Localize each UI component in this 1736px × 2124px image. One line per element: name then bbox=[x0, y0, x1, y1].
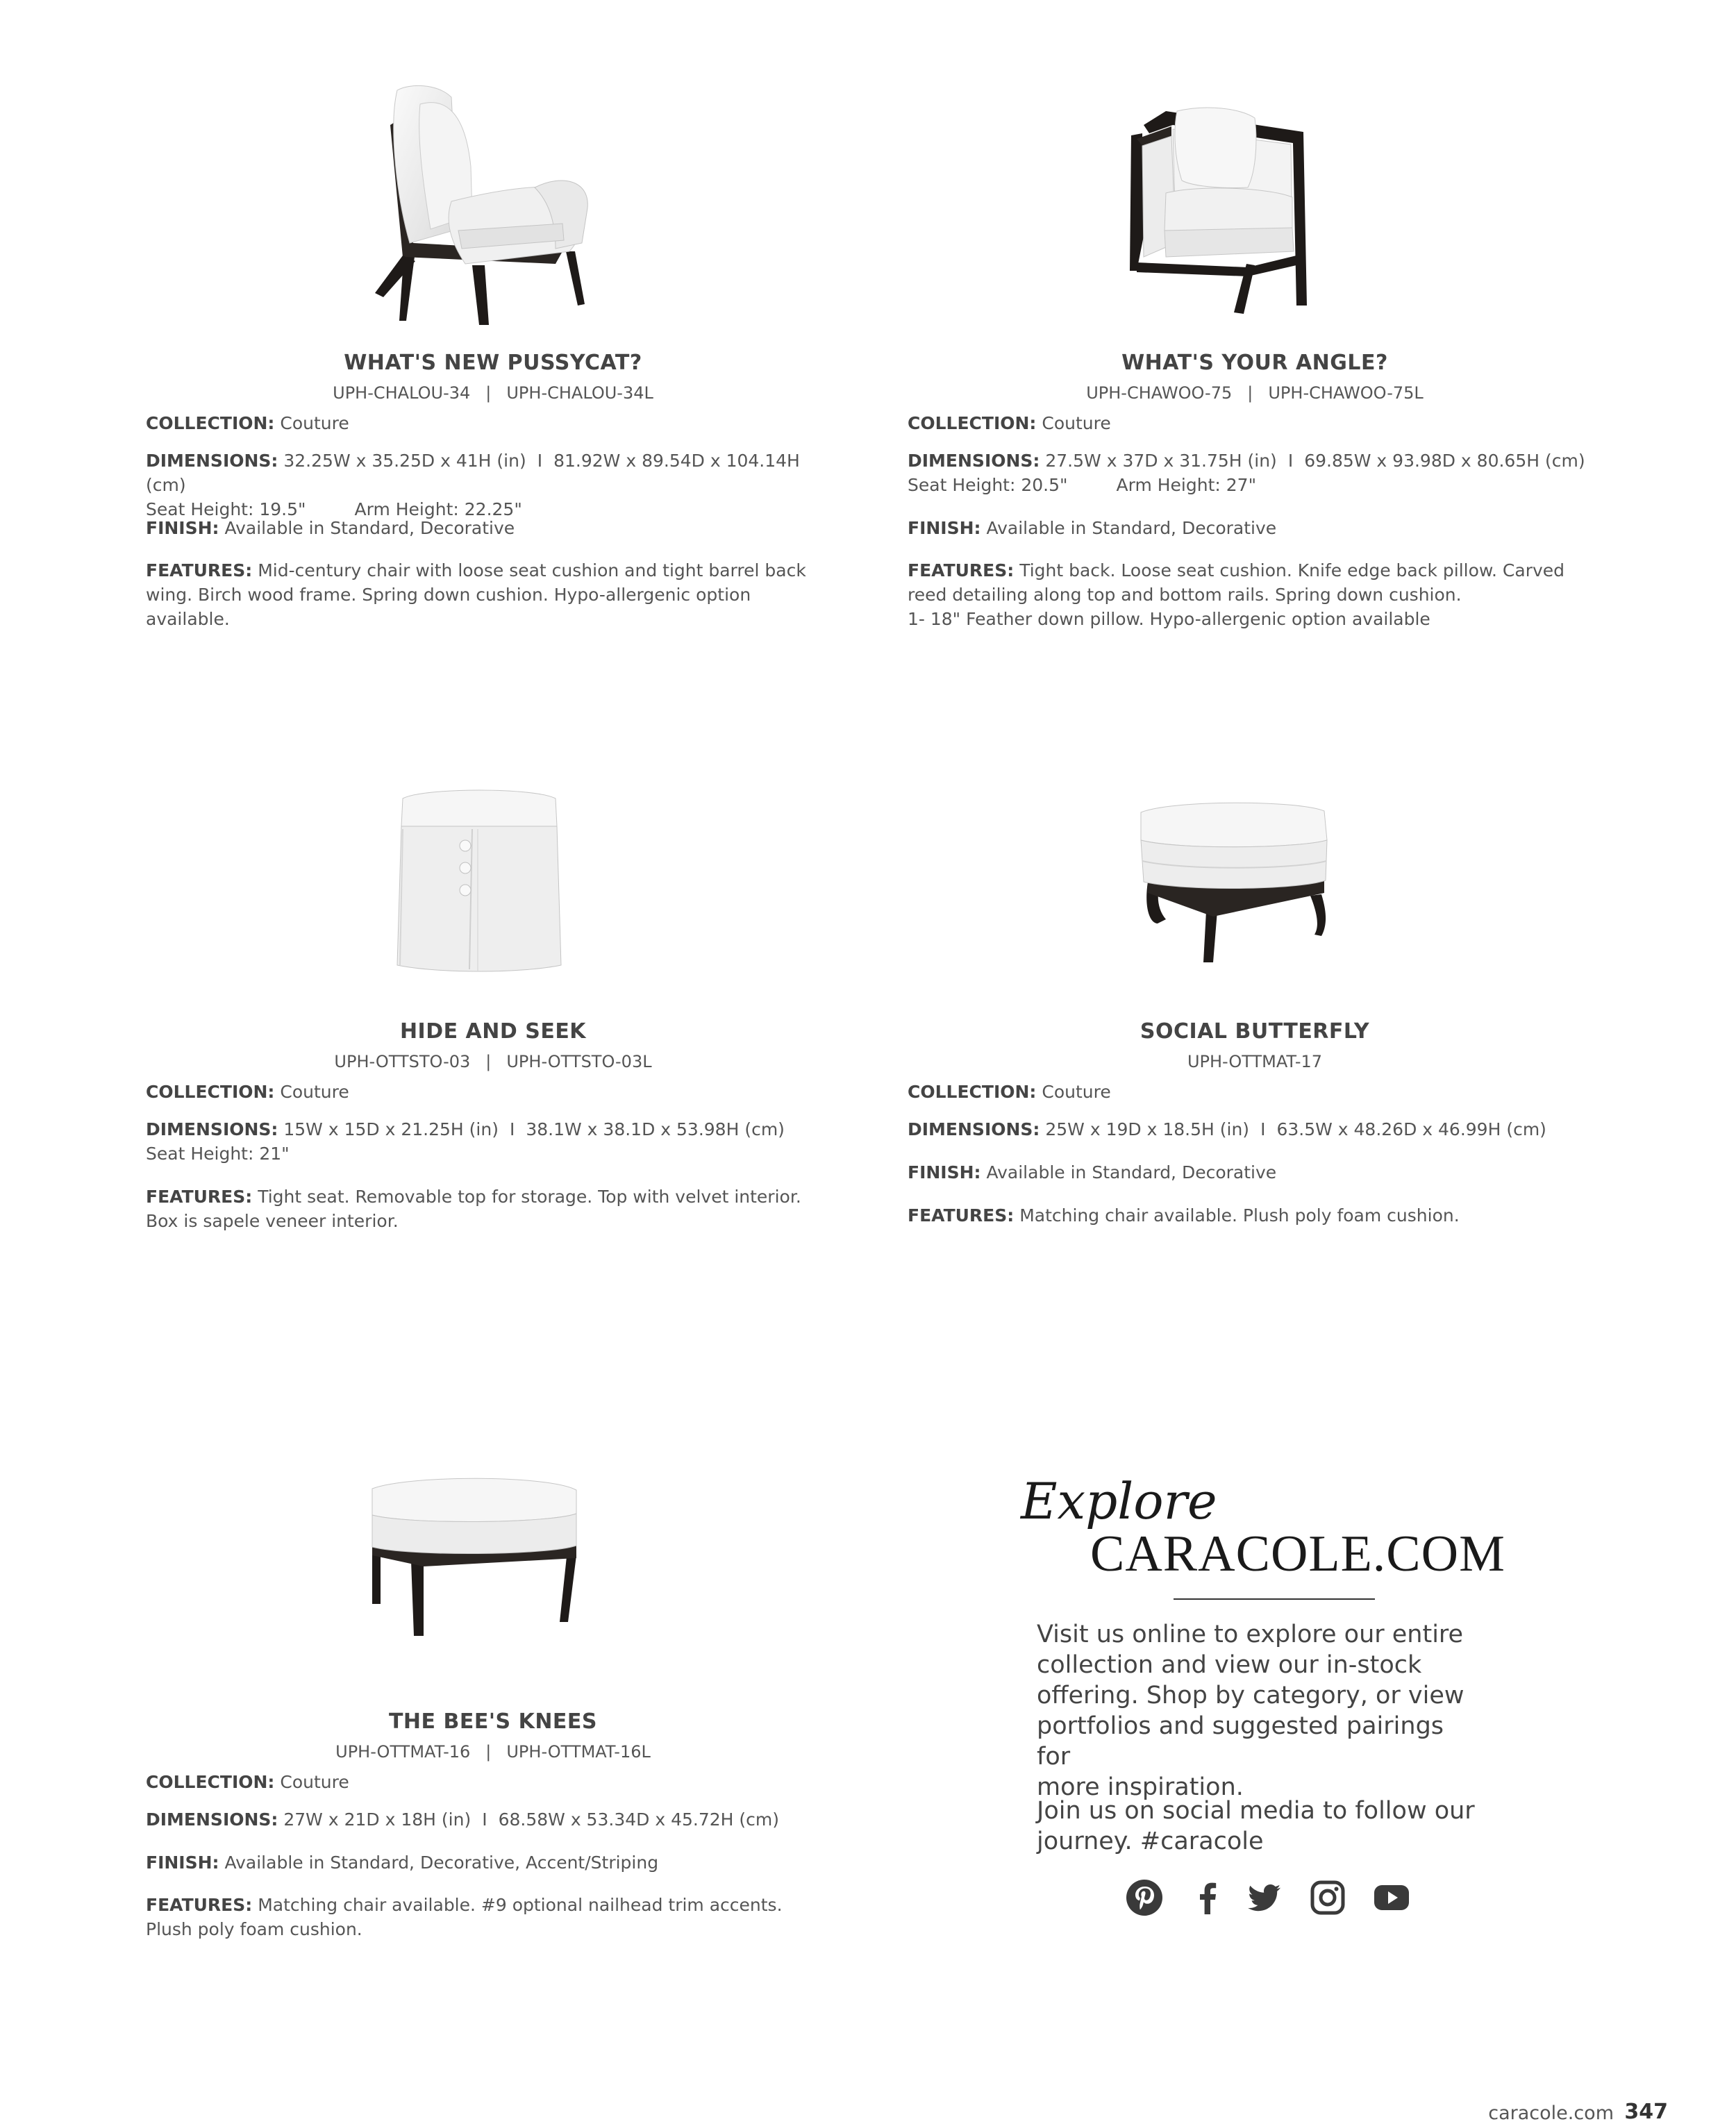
youtube-icon[interactable] bbox=[1372, 1878, 1411, 1917]
sku: UPH-CHAWOO-75 bbox=[1086, 383, 1233, 403]
product-title: THE BEE'S KNEES bbox=[388, 1709, 598, 1734]
sku: UPH-CHAWOO-75L bbox=[1268, 383, 1424, 403]
product-image-frame-chair bbox=[908, 69, 1602, 340]
dimensions-line: DIMENSIONS: 27.5W x 37D x 31.75H (in) I 69.85W x 93.98D x 80.65H (cm) Seat Height: 20.5" Arm Height: 27" bbox=[908, 451, 1585, 495]
product-skus bbox=[908, 1052, 1602, 1071]
sku: UPH-OTTSTO-03L bbox=[506, 1052, 652, 1071]
pinterest-icon[interactable] bbox=[1125, 1878, 1164, 1917]
sku-separator: | bbox=[485, 1742, 492, 1762]
explore-heading: Explore bbox=[1021, 1472, 1217, 1530]
features-line: FEATURES: Tight seat. Removable top for storage. Top with velvet interior. Box is sapele veneer interior. bbox=[146, 1187, 801, 1231]
arm-height: Arm Height: 22.25" bbox=[354, 499, 522, 519]
sku-separator: | bbox=[1247, 383, 1253, 403]
page-number: 347 bbox=[1624, 2100, 1668, 2124]
twitter-icon[interactable] bbox=[1244, 1878, 1283, 1917]
product-title: WHAT'S NEW PUSSYCAT? bbox=[344, 351, 642, 375]
collection-line: COLLECTION: Couture bbox=[146, 413, 349, 433]
sku: UPH-OTTMAT-17 bbox=[1187, 1052, 1323, 1071]
dimensions-line: DIMENSIONS: 25W x 19D x 18.5H (in) I 63.5W x 48.26D x 46.99H (cm) bbox=[908, 1119, 1546, 1139]
sku-separator: | bbox=[485, 383, 492, 403]
collection-line: COLLECTION: Couture bbox=[146, 1772, 349, 1792]
dimensions-line: DIMENSIONS: 15W x 15D x 21.25H (in) I 38.1W x 38.1D x 53.98H (cm) Seat Height: 21" bbox=[146, 1119, 785, 1164]
product-image-ottoman-straight-legs bbox=[146, 1430, 840, 1701]
collection-line: COLLECTION: Couture bbox=[908, 413, 1111, 433]
product-title: SOCIAL BUTTERFLY bbox=[1140, 1019, 1370, 1044]
finish-line: FINISH: Available in Standard, Decorative bbox=[908, 518, 1277, 538]
sku: UPH-OTTSTO-03 bbox=[334, 1052, 471, 1071]
seat-height: Seat Height: 20.5" bbox=[908, 475, 1068, 495]
explore-paragraph-2: Join us on social media to follow our journey. #caracole bbox=[1037, 1797, 1475, 1855]
dimensions-line: DIMENSIONS: 32.25W x 35.25D x 41H (in) I 81.92W x 89.54D x 104.14H (cm) Seat Height: 19.5" Arm Height: 22.25" bbox=[146, 451, 800, 519]
product-skus bbox=[146, 1052, 840, 1071]
arm-height: Arm Height: 27" bbox=[1116, 475, 1257, 495]
collection-line: COLLECTION: Couture bbox=[908, 1082, 1111, 1102]
finish-line: FINISH: Available in Standard, Decorative bbox=[908, 1162, 1277, 1182]
explore-site-link[interactable]: CARACOLE.COM bbox=[1090, 1525, 1505, 1582]
facebook-icon[interactable] bbox=[1189, 1878, 1228, 1917]
divider bbox=[1174, 1598, 1375, 1600]
sku-separator: | bbox=[485, 1052, 492, 1071]
seat-height: Seat Height: 19.5" bbox=[146, 499, 306, 519]
collection-line: COLLECTION: Couture bbox=[146, 1082, 349, 1102]
features-line: FEATURES: Matching chair available. #9 optional nailhead trim accents. Plush poly foam cushion. bbox=[146, 1895, 783, 1939]
footer-site-link[interactable]: caracole.com bbox=[1488, 2102, 1614, 2124]
product-image-storage-ottoman bbox=[146, 757, 840, 1028]
sku: UPH-CHALOU-34L bbox=[506, 383, 653, 403]
product-image-wing-chair bbox=[146, 69, 840, 340]
features-line: FEATURES: Tight back. Loose seat cushion. Knife edge back pillow. Carved reed detailing along top and bottom rails. Spring down cushion. 1- 18" Feather down pillow. Hypo-allergenic option available bbox=[908, 560, 1565, 629]
seat-height: Seat Height: 21" bbox=[146, 1144, 290, 1164]
dimensions-line: DIMENSIONS: 27W x 21D x 18H (in) I 68.58W x 53.34D x 45.72H (cm) bbox=[146, 1809, 779, 1830]
product-skus bbox=[146, 383, 840, 403]
product-image-ottoman-curved-legs bbox=[908, 757, 1602, 1028]
sku: UPH-OTTMAT-16L bbox=[506, 1742, 651, 1762]
sku: UPH-CHALOU-34 bbox=[333, 383, 471, 403]
features-line: FEATURES: Mid-century chair with loose seat cushion and tight barrel back wing. Birch wood frame. Spring down cushion. Hypo-allergenic option available. bbox=[146, 560, 806, 629]
product-skus bbox=[908, 383, 1602, 403]
explore-paragraph-1: Visit us online to explore our entire collection and view our in-stock offering. Shop by category, or view portfolios and suggested pairings for more inspiration. bbox=[1037, 1621, 1464, 1801]
instagram-icon[interactable] bbox=[1308, 1878, 1347, 1917]
sku: UPH-OTTMAT-16 bbox=[335, 1742, 471, 1762]
product-title: HIDE AND SEEK bbox=[399, 1019, 587, 1044]
finish-line: FINISH: Available in Standard, Decorative, Accent/Striping bbox=[146, 1853, 659, 1873]
product-title: WHAT'S YOUR ANGLE? bbox=[1121, 351, 1388, 375]
finish-line: FINISH: Available in Standard, Decorative bbox=[146, 518, 515, 538]
product-skus bbox=[146, 1742, 840, 1762]
features-line: FEATURES: Matching chair available. Plush poly foam cushion. bbox=[908, 1205, 1460, 1226]
